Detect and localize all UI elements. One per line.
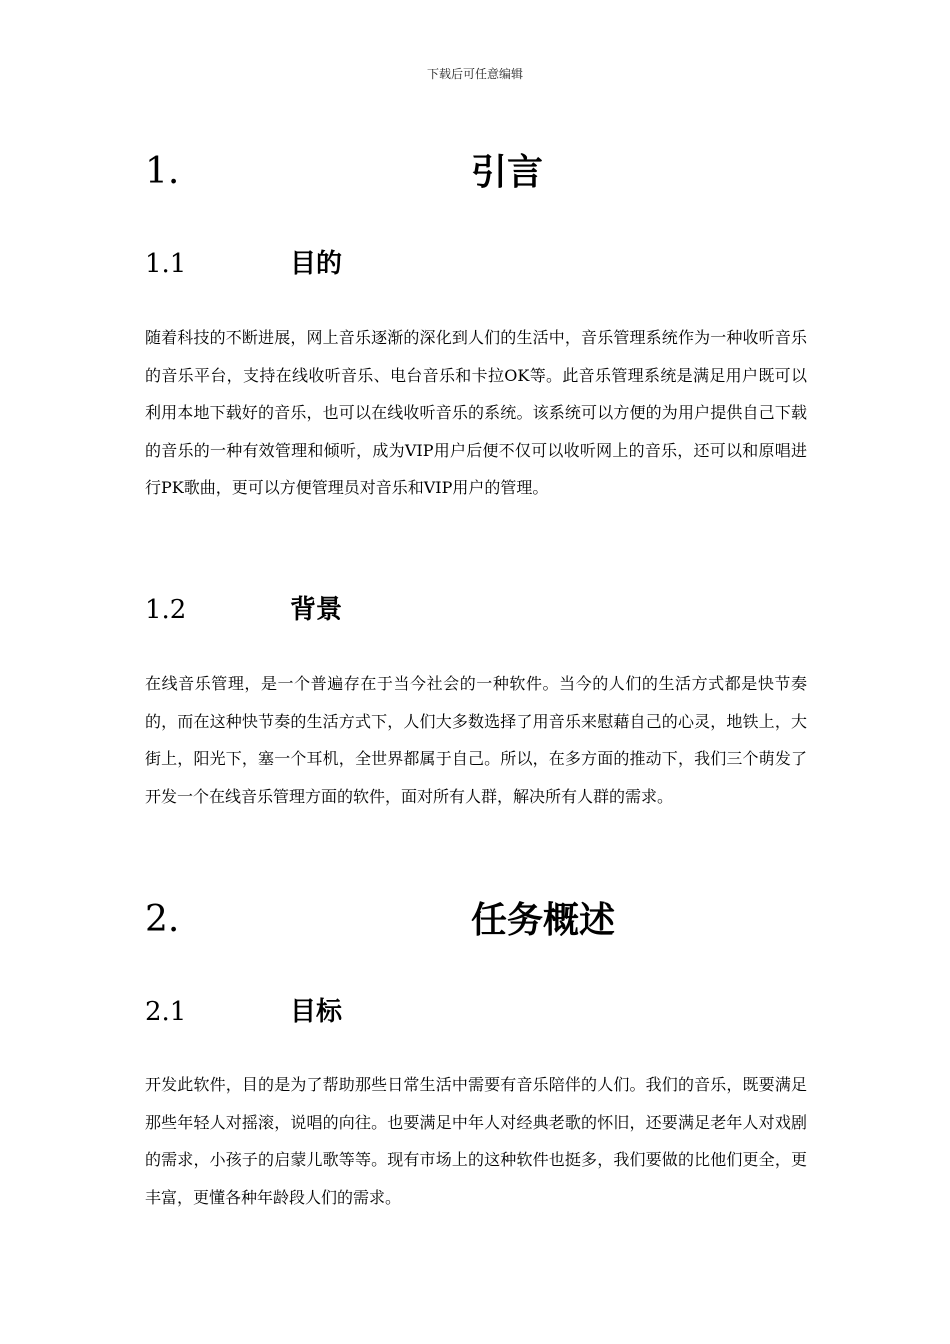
section-heading-1 bbox=[145, 148, 825, 196]
subsection-title: 目标 bbox=[290, 997, 343, 1027]
subsection-title: 背景 bbox=[290, 595, 343, 625]
section-heading-2 bbox=[145, 896, 825, 944]
subsection-number: 2.1 bbox=[145, 997, 187, 1027]
paragraph-goal: 开发此软件，目的是为了帮助那些日常生活中需要有音乐陪伴的人们。我们的音乐，既要满足那些年轻人对摇滚，说唱的向往。也要满足中年人对经典老歌的怀旧，还要满足老年人对戏剧的需求，小孩子的启蒙儿歌等等。现有市场上的这种软件也挺多，我们要做的比他们更全，更丰富，更懂各种年龄段人们的需求。 bbox=[145, 1075, 807, 1207]
paragraph-background: 在线音乐管理，是一个普遍存在于当今社会的一种软件。当今的人们的生活方式都是快节奏的，而在这种快节奏的生活方式下，人们大多数选择了用音乐来慰藉自己的心灵，地铁上，大街上，阳光下，塞一个耳机，全世界都属于自己。所以，在多方面的推动下，我们三个萌发了开发一个在线音乐管理方面的软件，面对所有人群，解决所有人群的需求。 bbox=[145, 674, 807, 806]
subsection-heading-1-1 bbox=[145, 246, 825, 282]
subsection-heading-2-1 bbox=[145, 994, 825, 1030]
section-title: 任务概述 bbox=[471, 899, 616, 941]
section-number: 2. bbox=[145, 899, 180, 940]
page-header: 下载后可任意编辑 bbox=[426, 67, 523, 81]
section-number: 1. bbox=[145, 151, 180, 192]
subsection-title: 目的 bbox=[290, 249, 343, 279]
subsection-number: 1.1 bbox=[145, 249, 187, 279]
subsection-number: 1.2 bbox=[145, 595, 187, 625]
subsection-heading-1-2 bbox=[145, 592, 825, 628]
paragraph-purpose: 随着科技的不断进展，网上音乐逐渐的深化到人们的生活中，音乐管理系统作为一种收听音乐的音乐平台，支持在线收听音乐、电台音乐和卡拉OK等。此音乐管理系统是满足用户既可以利用本地下载好的音乐，也可以在线收听音乐的系统。该系统可以方便的为用户提供自己下载的音乐的一种有效管理和倾听，成为VIP用户后便不仅可以收听网上的音乐，还可以和原唱进行PK歌曲，更可以方便管理员对音乐和VIP用户的管理。 bbox=[145, 328, 807, 497]
section-title: 引言 bbox=[471, 151, 544, 193]
